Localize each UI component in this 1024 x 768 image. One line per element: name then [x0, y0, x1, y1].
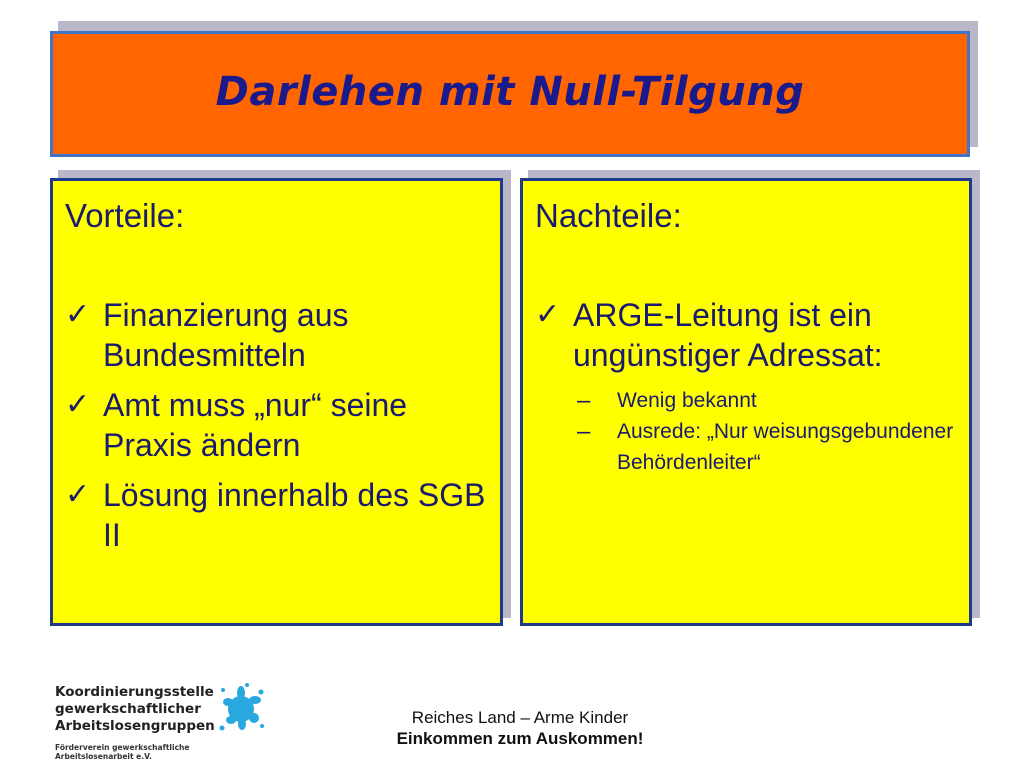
sub-item-text: Wenig bekannt — [617, 389, 757, 412]
logo-line: Arbeitslosengruppen — [55, 718, 215, 734]
organization-logo — [55, 684, 255, 761]
sub-list-item — [577, 416, 955, 478]
disadvantages-panel — [520, 178, 972, 626]
dash-bullet: – — [577, 387, 591, 414]
ink-splash-icon — [217, 682, 265, 734]
dash-bullet: – — [577, 418, 591, 445]
checkmark-icon: ✓ — [65, 388, 91, 421]
logo-line: Koordinierungsstelle — [55, 684, 214, 700]
footer-caption — [330, 707, 710, 749]
list-item — [535, 295, 955, 375]
sub-item-text: Ausrede: „Nur weisungsgebundener Behördenleiter“ — [617, 420, 954, 474]
logo-subtitle: Förderverein gewerkschaftliche Arbeitslosenarbeit e.V. — [55, 743, 190, 761]
disadvantage-text: ARGE-Leitung ist ein ungünstiger Adressat: — [573, 297, 883, 373]
title-banner — [50, 31, 970, 157]
slide-title: Darlehen mit Null-Tilgung — [215, 69, 805, 115]
list-item — [65, 385, 486, 465]
checkmark-icon: ✓ — [65, 298, 91, 331]
advantages-panel — [50, 178, 503, 626]
sub-list-item — [577, 385, 955, 416]
logo-line: gewerkschaftlicher — [55, 701, 201, 717]
disadvantages-heading: Nachteile: — [535, 197, 682, 234]
advantage-text: Lösung innerhalb des SGB II — [103, 477, 486, 553]
list-item — [65, 295, 486, 375]
checkmark-icon: ✓ — [535, 298, 561, 331]
advantages-heading: Vorteile: — [65, 197, 185, 234]
footer-line-1: Reiches Land – Arme Kinder — [411, 708, 629, 727]
checkmark-icon: ✓ — [65, 478, 91, 511]
footer-line-2: Einkommen zum Auskommen! — [396, 729, 644, 748]
list-item — [65, 475, 486, 555]
advantage-text: Finanzierung aus Bundesmitteln — [103, 297, 349, 373]
advantage-text: Amt muss „nur“ seine Praxis ändern — [103, 387, 408, 463]
